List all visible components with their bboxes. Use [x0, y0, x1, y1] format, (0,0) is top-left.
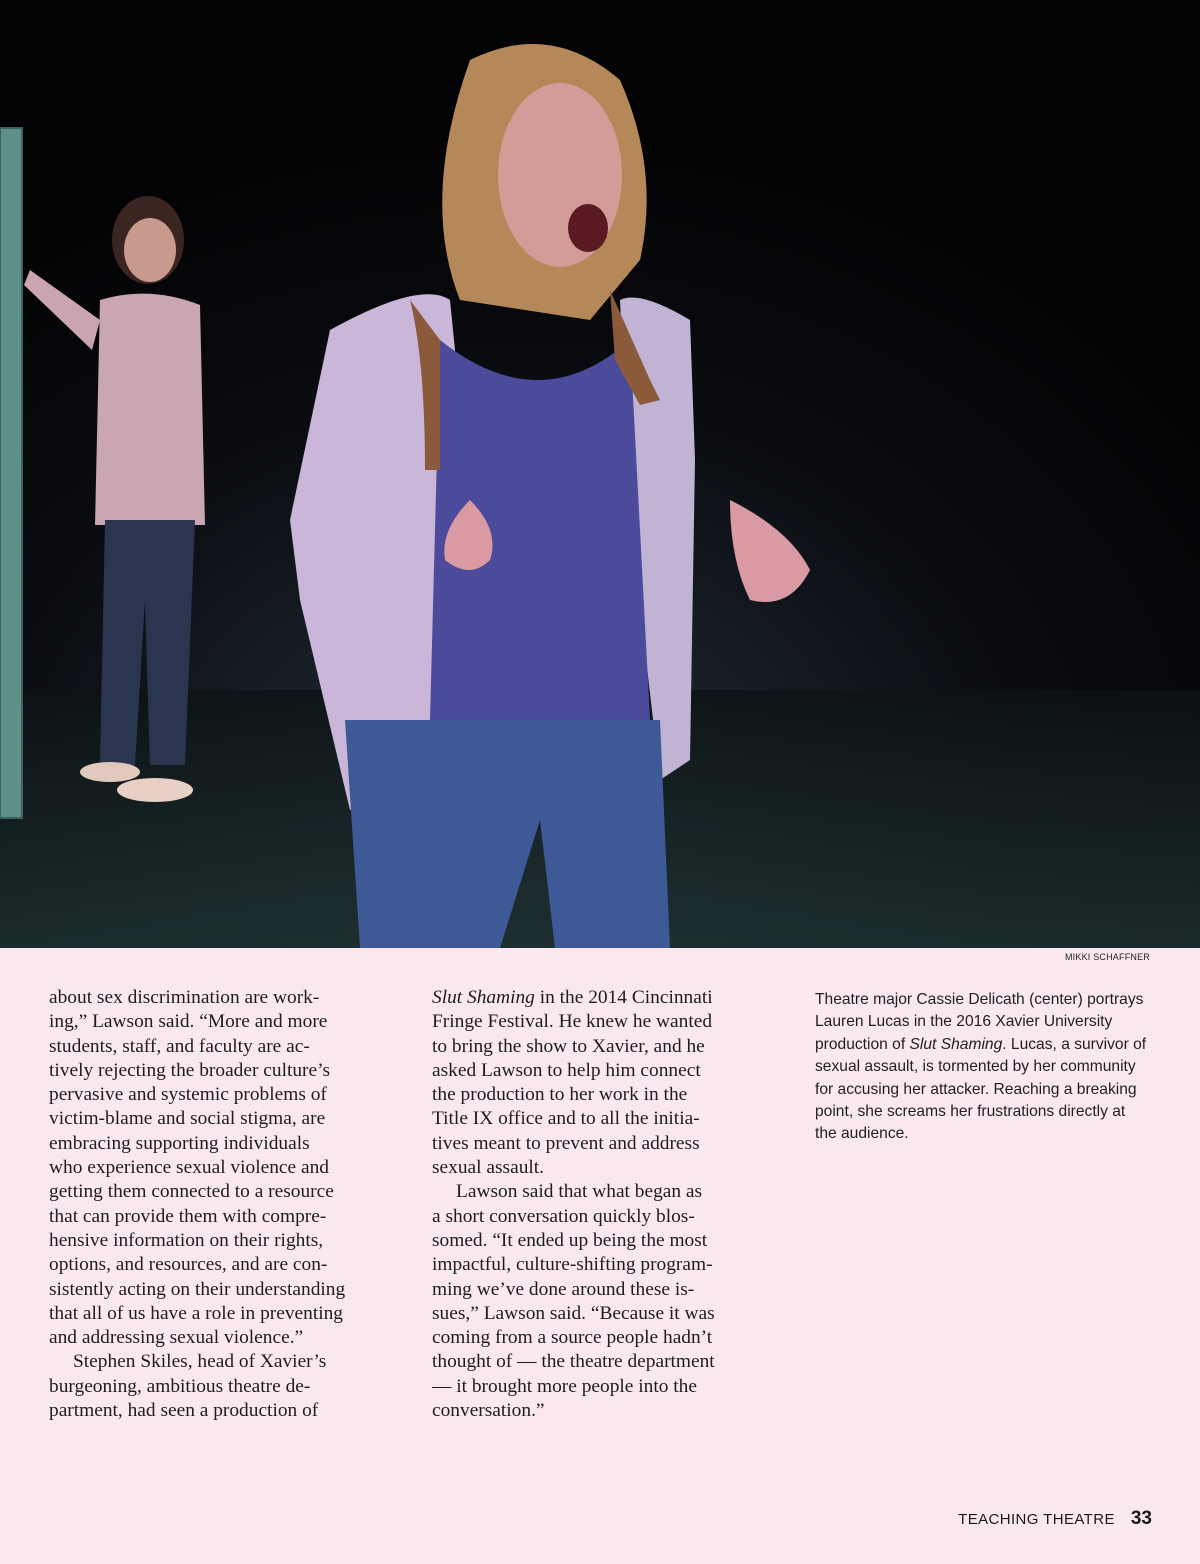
page-number: 33	[1130, 1508, 1152, 1529]
text-fragment: in the 2014 Cincinnati	[534, 987, 713, 1008]
caption-line: Lauren Lucas in the 2016 Xavier University	[815, 1013, 1113, 1031]
text-line: embracing supporting individuals	[49, 1132, 310, 1154]
text-line: who experience sexual violence and	[49, 1157, 329, 1179]
text-line: ming we’ve done around these is-	[432, 1278, 695, 1300]
text-line: somed. “It ended up being the most	[432, 1229, 708, 1251]
caption-fragment: . Lucas, a survivor of	[1002, 1035, 1147, 1053]
caption-line: the audience.	[815, 1125, 909, 1143]
text-line: partment, had seen a production of	[49, 1400, 319, 1422]
page-footer	[958, 1508, 1152, 1530]
article-column-2	[432, 986, 772, 1423]
caption-fragment: production of	[815, 1035, 910, 1053]
text-line: sues,” Lawson said. “Because it was	[432, 1302, 715, 1324]
magazine-name: TEACHING THEATRE	[958, 1511, 1115, 1528]
text-line: burgeoning, ambitious theatre de-	[49, 1375, 311, 1397]
text-line	[432, 986, 772, 1010]
text-line: options, and resources, and are con-	[49, 1254, 328, 1276]
text-line: to bring the show to Xavier, and he	[432, 1035, 705, 1057]
text-line: hensive information on their rights,	[49, 1229, 324, 1251]
text-line: Stephen Skiles, head of Xavier’s	[73, 1351, 327, 1373]
caption-line	[815, 1034, 1160, 1056]
text-line: Lawson said that what began as	[456, 1181, 703, 1203]
locker	[0, 128, 22, 818]
caption-line: point, she screams her frustrations directly at	[815, 1103, 1126, 1121]
photo-caption	[815, 989, 1160, 1146]
text-line: students, staff, and faculty are ac-	[49, 1035, 310, 1057]
text-line: tives meant to prevent and address	[432, 1132, 700, 1154]
caption-line: for accusing her attacker. Reaching a breaking	[815, 1080, 1137, 1098]
caption-line: sexual assault, is tormented by her community	[815, 1058, 1136, 1076]
caption-line: Theatre major Cassie Delicath (center) portrays	[815, 991, 1144, 1008]
text-line: victim-blame and social stigma, are	[49, 1108, 326, 1130]
text-line: sistently acting on their understanding	[49, 1278, 346, 1300]
text-line: asked Lawson to help him connect	[432, 1059, 701, 1081]
text-line: — it brought more people into the	[432, 1375, 697, 1397]
text-line: a short conversation quickly blos-	[432, 1205, 695, 1227]
text-line: about sex discrimination are work-	[49, 987, 320, 1008]
text-line: ing,” Lawson said. “More and more	[49, 1011, 328, 1033]
text-line: the production to her work in the	[432, 1084, 688, 1106]
text-line: sexual assault.	[432, 1157, 545, 1179]
text-line: impactful, culture-shifting program-	[432, 1254, 713, 1276]
caption-play-title: Slut Shaming	[909, 1035, 1003, 1053]
text-line: pervasive and systemic problems of	[49, 1084, 327, 1106]
text-line: that all of us have a role in preventing	[49, 1302, 343, 1324]
text-line: thought of — the theatre department	[432, 1351, 715, 1373]
text-line: conversation.”	[432, 1400, 545, 1422]
text-line: getting them connected to a resource	[49, 1181, 334, 1203]
photo-credit: MIKKI SCHAFFNER	[1064, 952, 1150, 962]
text-line: coming from a source people hadn’t	[432, 1327, 713, 1349]
play-title: Slut Shaming	[432, 987, 535, 1008]
article-column-1	[49, 986, 389, 1423]
text-line: and addressing sexual violence.”	[49, 1327, 304, 1349]
text-line: that can provide them with compre-	[49, 1205, 327, 1227]
text-line: Title IX office and to all the initia-	[432, 1108, 700, 1130]
text-line: Fringe Festival. He knew he wanted	[432, 1011, 713, 1033]
text-line: tively rejecting the broader culture’s	[49, 1059, 331, 1081]
